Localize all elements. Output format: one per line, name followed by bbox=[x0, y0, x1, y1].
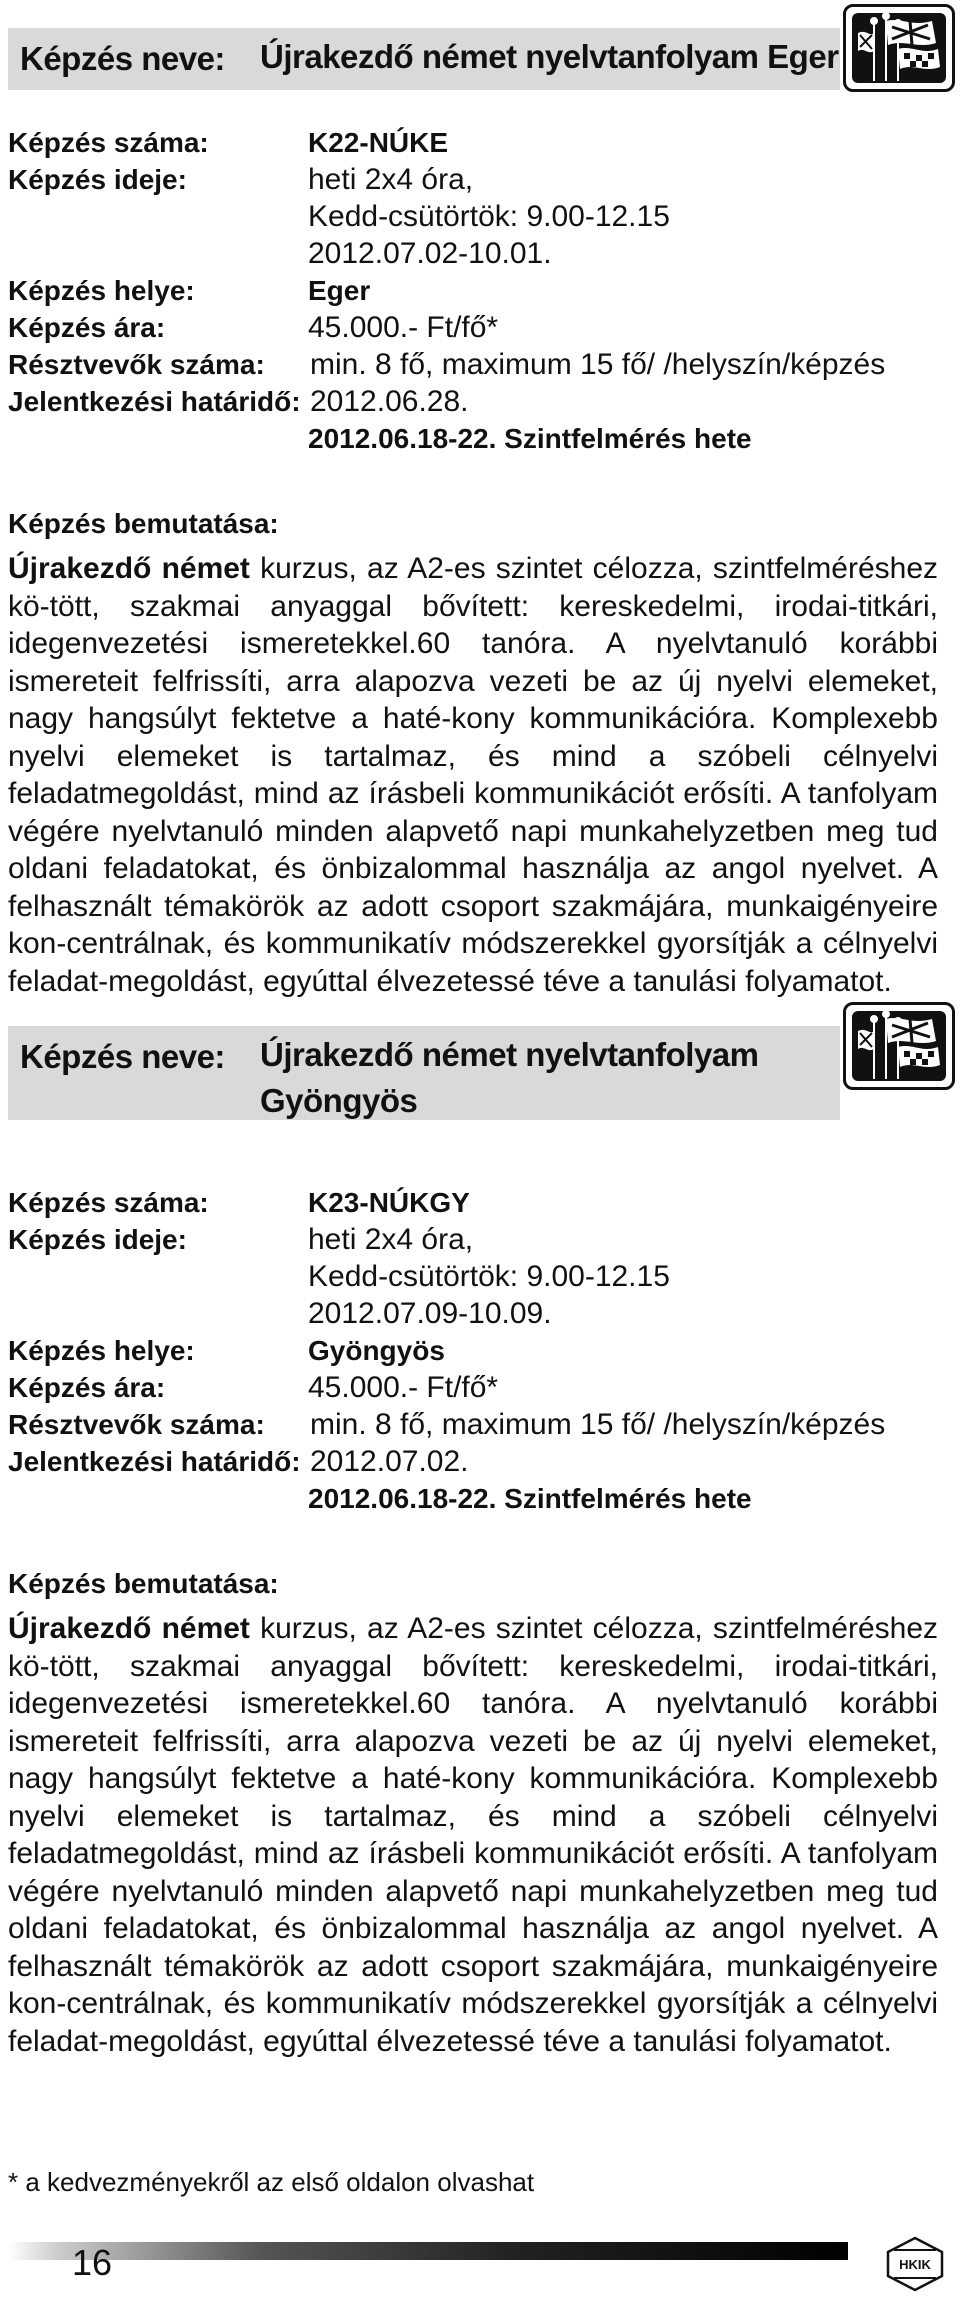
hkik-logo-text: HKIK bbox=[899, 2257, 931, 2272]
flags-logo-icon bbox=[843, 1002, 955, 1090]
course-name-line-1: Újrakezdő német nyelvtanfolyam bbox=[260, 1036, 759, 1073]
description-text bbox=[8, 1610, 938, 2060]
deadline-value: 2012.06.28. bbox=[310, 385, 469, 418]
price-label: Képzés ára: bbox=[8, 312, 166, 343]
course-name-line-2: Gyöngyös bbox=[260, 1082, 418, 1119]
time-label: Képzés ideje: bbox=[8, 1224, 187, 1255]
time-value-1: heti 2x4 óra, bbox=[308, 1223, 474, 1256]
participants-value: min. 8 fő, maximum 15 fő/ /helyszín/képzés bbox=[310, 348, 886, 381]
description-body: kurzus, az A2-es szintet célozza, szintfelméréshez kö-tött, szakmai anyaggal bővített: kereskedelmi, irodai-titkári, idegenvezetési ismeretekkel.60 tanóra. A nyelvtanuló korábbi ismereteit felfrissíti, arra alapozva vezeti be az új nyelvi elemeket, nagy hangsúlyt fektetve a haté-kony kommunikációra. Komplexebb nyelvi elemeket is tartalmaz, és mind a szóbeli célnyelvi feladatmegoldást, mind az írásbeli kommunikációt erősíti. A tanfolyam végére nyelvtanuló minden alapvető napi munkahelyzetben meg tud oldani feladatokat, és önbizalommal használja az angol nyelvet. A felhasznált témakörök az adott csoport szakmájára, munkaigényeire kon-centrálnak, és kommunikatív módszerekkel gyorsítják a célnyelvi feladat-megoldást, egyúttal élvezetessé téve a tanulási folyamatot. bbox=[8, 1612, 939, 2058]
deadline-label: Jelentkezési határidő: bbox=[8, 386, 301, 417]
footnote: * a kedvezményekről az első oldalon olvashat bbox=[8, 2167, 535, 2197]
course-name-label: Képzés neve: bbox=[20, 1038, 225, 1075]
place-label: Képzés helye: bbox=[8, 275, 195, 306]
description-title: Képzés bemutatása: bbox=[8, 508, 279, 539]
time-value-2: Kedd-csütörtök: 9.00-12.15 bbox=[308, 1260, 670, 1293]
number-label: Képzés száma: bbox=[8, 1187, 209, 1218]
flags-logo-icon bbox=[843, 4, 955, 92]
description-strong: Újrakezdő német bbox=[8, 552, 250, 585]
time-value-3: 2012.07.02-10.01. bbox=[308, 237, 552, 270]
participants-value: min. 8 fő, maximum 15 fő/ /helyszín/képzés bbox=[310, 1408, 886, 1441]
deadline-label: Jelentkezési határidő: bbox=[8, 1446, 301, 1477]
page-footer bbox=[0, 2228, 960, 2308]
place-value: Gyöngyös bbox=[308, 1335, 445, 1366]
footer-gradient-bar bbox=[8, 2242, 848, 2260]
place-value: Eger bbox=[308, 275, 371, 306]
course-name-value: Újrakezdő német nyelvtanfolyam Eger bbox=[260, 38, 839, 75]
page-number: 16 bbox=[72, 2242, 113, 2283]
course-name-label: Képzés neve: bbox=[20, 40, 225, 77]
time-label: Képzés ideje: bbox=[8, 164, 187, 195]
assessment-value: 2012.06.18-22. Szintfelmérés hete bbox=[308, 423, 752, 454]
number-value: K23-NÚKGY bbox=[308, 1187, 470, 1218]
price-label: Képzés ára: bbox=[8, 1372, 166, 1403]
hkik-logo-icon bbox=[884, 2236, 946, 2292]
deadline-value: 2012.07.02. bbox=[310, 1445, 469, 1478]
number-label: Képzés száma: bbox=[8, 127, 209, 158]
description-text bbox=[8, 550, 938, 1000]
course-name-value bbox=[260, 1032, 759, 1124]
time-value-2: Kedd-csütörtök: 9.00-12.15 bbox=[308, 200, 670, 233]
course-title-bar bbox=[8, 1026, 840, 1120]
description-strong: Újrakezdő német bbox=[8, 1612, 250, 1645]
description-title: Képzés bemutatása: bbox=[8, 1568, 279, 1599]
participants-label: Résztvevők száma: bbox=[8, 1409, 265, 1440]
price-value: 45.000.- Ft/fő* bbox=[308, 1371, 499, 1404]
course-title-bar bbox=[8, 28, 840, 90]
place-label: Képzés helye: bbox=[8, 1335, 195, 1366]
time-value-1: heti 2x4 óra, bbox=[308, 163, 474, 196]
number-value: K22-NÚKE bbox=[308, 127, 449, 158]
participants-label: Résztvevők száma: bbox=[8, 349, 265, 380]
time-value-3: 2012.07.09-10.09. bbox=[308, 1297, 552, 1330]
assessment-value: 2012.06.18-22. Szintfelmérés hete bbox=[308, 1483, 752, 1514]
description-body: kurzus, az A2-es szintet célozza, szintfelméréshez kö-tött, szakmai anyaggal bővített: kereskedelmi, irodai-titkári, idegenvezetési ismeretekkel.60 tanóra. A nyelvtanuló korábbi ismereteit felfrissíti, arra alapozva vezeti be az új nyelvi elemeket, nagy hangsúlyt fektetve a haté-kony kommunikációra. Komplexebb nyelvi elemeket is tartalmaz, és mind a szóbeli célnyelvi feladatmegoldást, mind az írásbeli kommunikációt erősíti. A tanfolyam végére nyelvtanuló minden alapvető napi munkahelyzetben meg tud oldani feladatokat, és önbizalommal használja az angol nyelvet. A felhasznált témakörök az adott csoport szakmájára, munkaigényeire kon-centrálnak, és kommunikatív módszerekkel gyorsítják a célnyelvi feladat-megoldást, egyúttal élvezetessé téve a tanulási folyamatot. bbox=[8, 552, 939, 998]
price-value: 45.000.- Ft/fő* bbox=[308, 311, 499, 344]
